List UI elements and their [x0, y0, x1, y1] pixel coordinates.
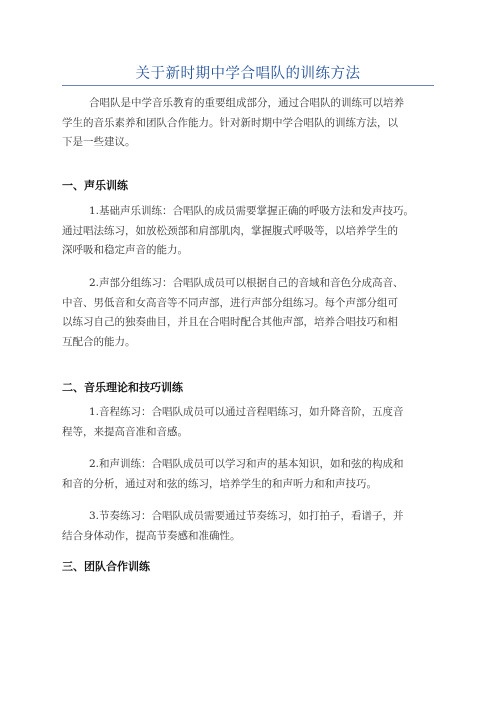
text-line: 2.声部分组练习：合唱队成员可以根据自己的音域和音色分成高音、 [89, 277, 404, 289]
text-line: 和音的分析，通过对和弦的练习，培养学生的和声听力和和声技巧。 [62, 477, 377, 490]
text-line: 中音、男低音和女高音等不同声部，进行声部分组练习。每个声部分组可 [62, 296, 398, 309]
text-line: 1.音程练习：合唱队成员可以通过音程唱练习，如升降音阶，五度音 [89, 406, 404, 418]
section-heading-teamwork: 三、团队合作训练 [62, 560, 150, 573]
text-line: 以练习自己的独奏曲目，并且在合唱时配合其他声部，培养合唱技巧和相 [62, 316, 398, 328]
text-line: 深呼吸和稳定声音的能力。 [62, 244, 188, 256]
paragraph-rhythm [62, 507, 442, 546]
text-line: 1.基础声乐训练：合唱队的成员需要掌握正确的呼吸方法和发声技巧。 [89, 205, 415, 217]
text-line: 结合身体动作，提高节奏感和准确性。 [62, 529, 241, 542]
paragraph-vocal-parts [62, 274, 442, 352]
text-line: 下是一些建议。 [62, 136, 136, 148]
paragraph-vocal-basic [62, 202, 442, 261]
text-line: 通过唱法练习，如放松颈部和肩部肌肉，掌握腹式呼吸等，以培养学生的 [62, 224, 398, 237]
intro-paragraph [62, 94, 442, 153]
section-heading-theory: 二、音乐理论和技巧训练 [62, 381, 183, 394]
document-title: 关于新时期中学合唱队的训练方法 [135, 66, 361, 82]
text-line: 合唱队是中学音乐教育的重要组成部分，通过合唱队的训练可以培养 [89, 97, 404, 109]
text-line: 学生的音乐素养和团队合作能力。针对新时期中学合唱队的训练方法，以 [62, 116, 398, 129]
text-line: 互配合的能力。 [62, 335, 136, 348]
paragraph-harmony [62, 455, 442, 494]
title-divider [62, 85, 434, 86]
paragraph-interval [62, 403, 442, 442]
text-line: 3.节奏练习：合唱队成员需要通过节奏练习，如打拍子，看谱子，并 [89, 510, 404, 522]
text-line: 2.和声训练：合唱队成员可以学习和声的基本知识，如和弦的构成和 [89, 458, 404, 470]
section-heading-vocal: 一、声乐训练 [62, 179, 128, 192]
text-line: 程等，来提高音准和音感。 [62, 425, 188, 438]
